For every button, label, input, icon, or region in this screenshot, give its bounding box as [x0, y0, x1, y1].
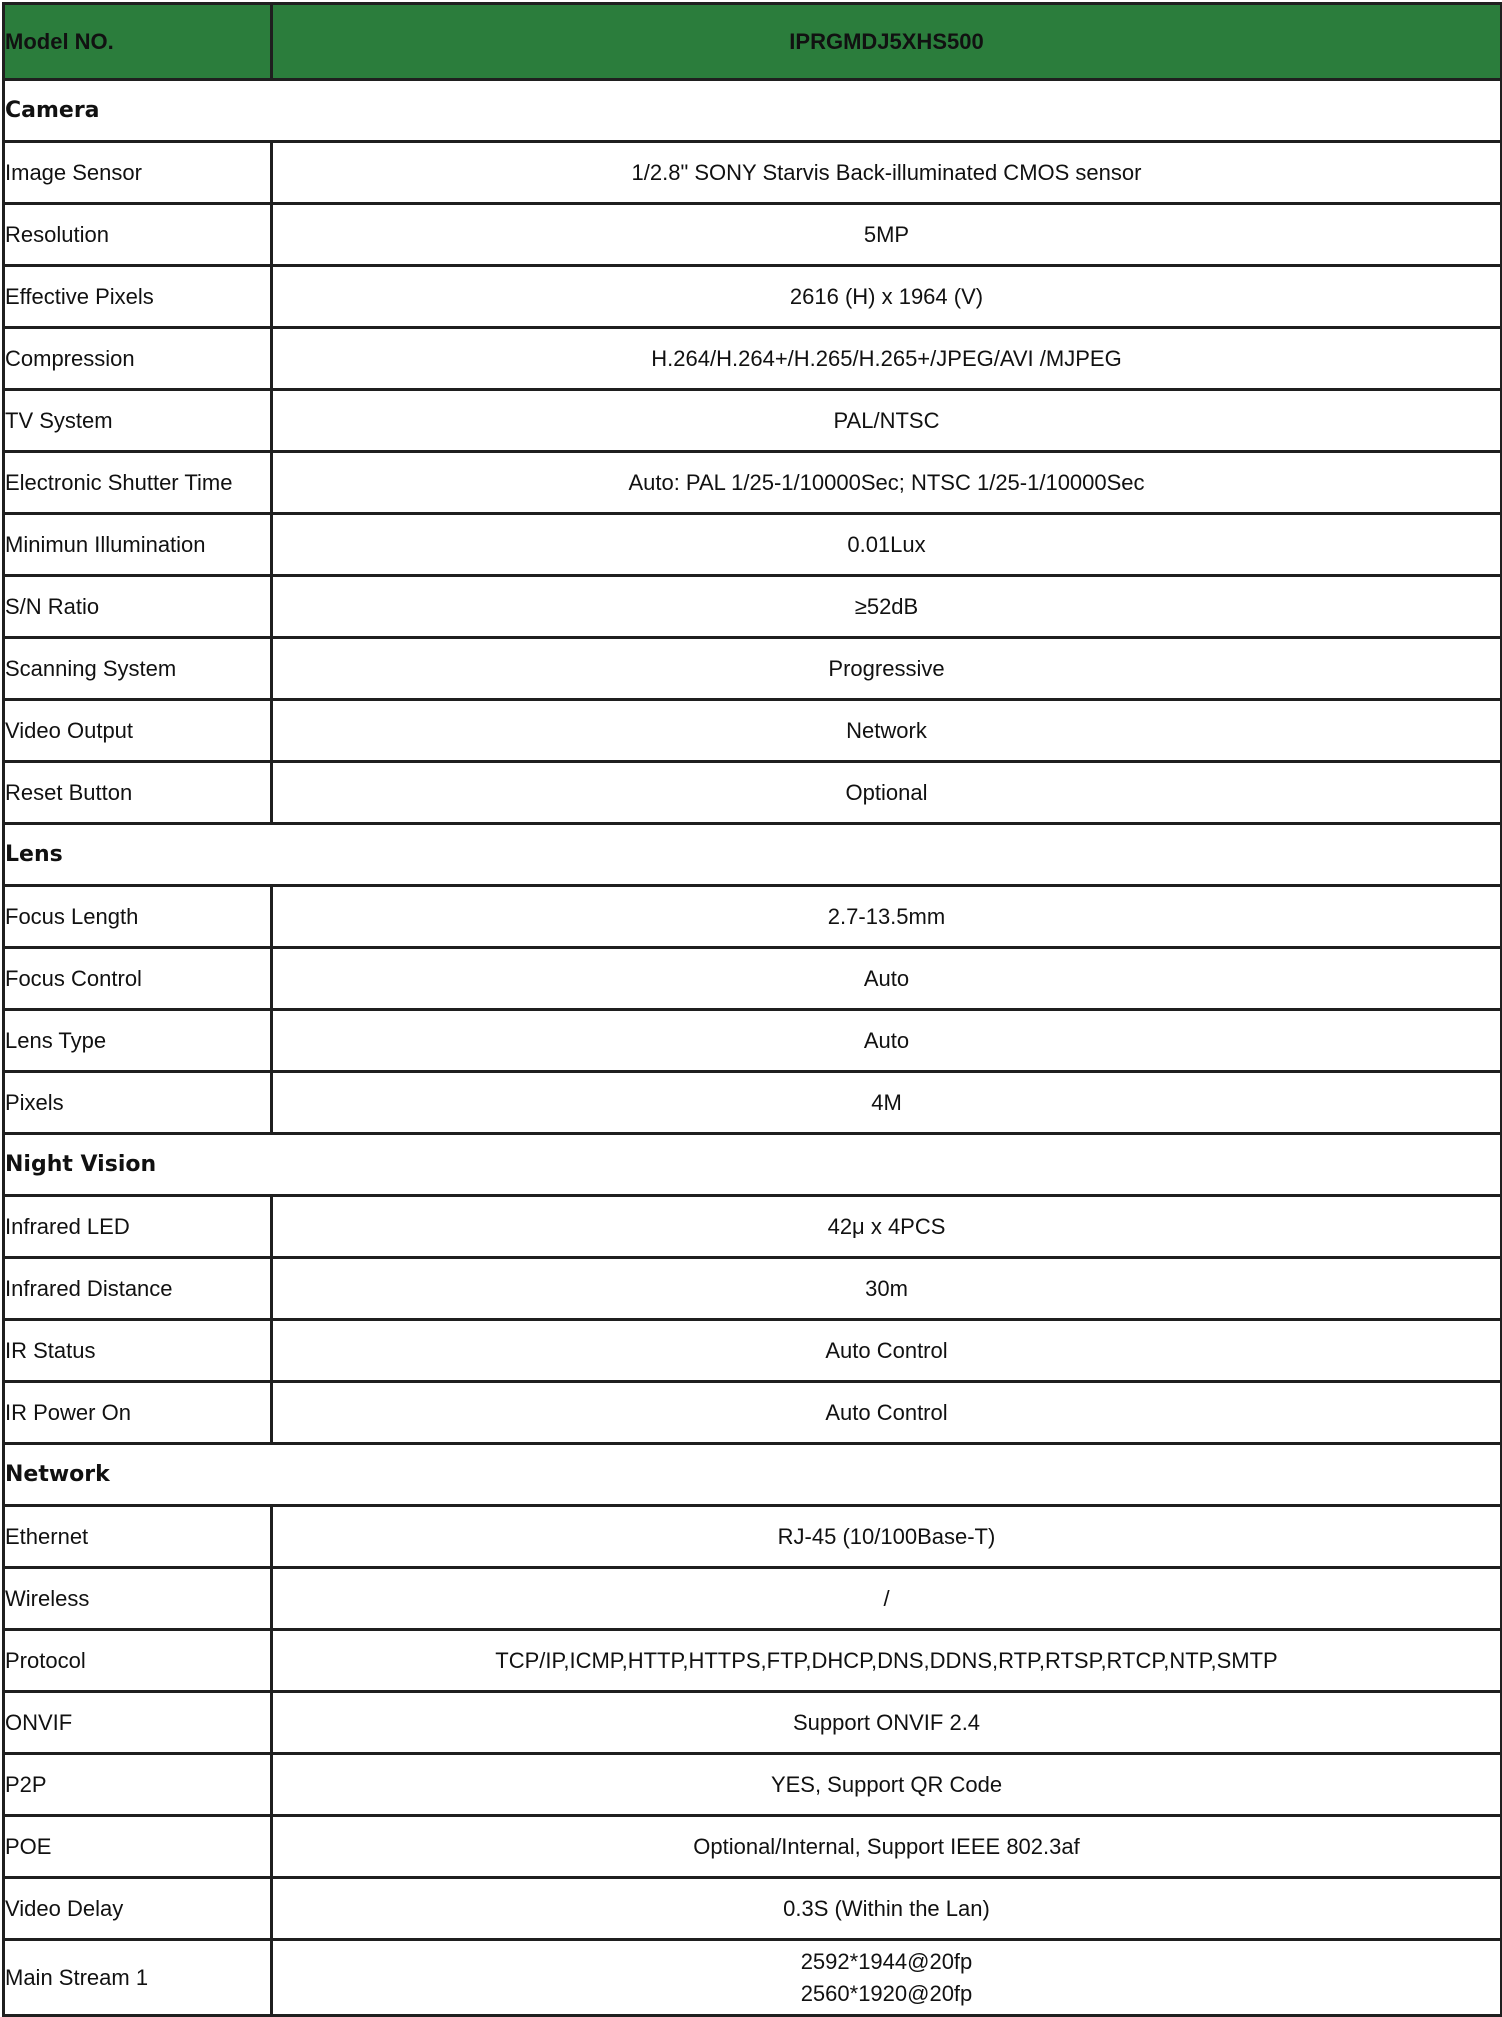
spec-row: [4, 514, 1502, 576]
spec-row: [4, 638, 1502, 700]
spec-value-line: 2592*1944@20fp: [800, 1948, 973, 1974]
spec-value: 2616 (H) x 1964 (V): [272, 266, 1502, 328]
spec-row: [4, 1196, 1502, 1258]
spec-value: 2.7-13.5mm: [272, 886, 1502, 948]
spec-label: Compression: [4, 328, 272, 390]
spec-value: Auto Control: [272, 1320, 1502, 1382]
spec-value: 30m: [272, 1258, 1502, 1320]
section-header-row: [4, 80, 1502, 142]
section-header-row: [4, 824, 1502, 886]
model-label: Model NO.: [4, 4, 272, 80]
spec-label: P2P: [4, 1754, 272, 1816]
spec-value: H.264/H.264+/H.265/H.265+/JPEG/AVI /MJPEG: [272, 328, 1502, 390]
spec-label: Main Stream 1: [4, 1940, 272, 2016]
spec-label: Wireless: [4, 1568, 272, 1630]
spec-row: [4, 1568, 1502, 1630]
spec-label: Effective Pixels: [4, 266, 272, 328]
spec-value: TCP/IP,ICMP,HTTP,HTTPS,FTP,DHCP,DNS,DDNS,RTP,RTSP,RTCP,NTP,SMTP: [272, 1630, 1502, 1692]
spec-row: [4, 1754, 1502, 1816]
spec-value: RJ-45 (10/100Base-T): [272, 1506, 1502, 1568]
spec-row: [4, 1878, 1502, 1940]
section-title: Camera: [4, 80, 1502, 142]
spec-row: [4, 1382, 1502, 1444]
spec-value: ≥52dB: [272, 576, 1502, 638]
spec-table: [2, 2, 1502, 2017]
section-title: Network: [4, 1444, 1502, 1506]
spec-value: YES, Support QR Code: [272, 1754, 1502, 1816]
spec-row: [4, 1320, 1502, 1382]
section-title: Night Vision: [4, 1134, 1502, 1196]
spec-row: [4, 700, 1502, 762]
model-header-row: [4, 4, 1502, 80]
spec-value: Optional/Internal, Support IEEE 802.3af: [272, 1816, 1502, 1878]
spec-label: Reset Button: [4, 762, 272, 824]
spec-row: [4, 1072, 1502, 1134]
spec-row: [4, 142, 1502, 204]
spec-row: [4, 328, 1502, 390]
spec-value: 42μ x 4PCS: [272, 1196, 1502, 1258]
spec-label: TV System: [4, 390, 272, 452]
spec-value: /: [272, 1568, 1502, 1630]
spec-value: Auto: PAL 1/25-1/10000Sec; NTSC 1/25-1/10000Sec: [272, 452, 1502, 514]
spec-row: [4, 1630, 1502, 1692]
spec-label: IR Power On: [4, 1382, 272, 1444]
model-value: IPRGMDJ5XHS500: [272, 4, 1502, 80]
spec-row: [4, 452, 1502, 514]
spec-row: [4, 1010, 1502, 1072]
spec-row: [4, 204, 1502, 266]
spec-label: Pixels: [4, 1072, 272, 1134]
spec-value: Progressive: [272, 638, 1502, 700]
spec-label: Video Delay: [4, 1878, 272, 1940]
spec-value: 0.01Lux: [272, 514, 1502, 576]
spec-row: [4, 948, 1502, 1010]
spec-label: Infrared LED: [4, 1196, 272, 1258]
spec-label: Infrared Distance: [4, 1258, 272, 1320]
spec-value: 0.3S (Within the Lan): [272, 1878, 1502, 1940]
spec-value: Network: [272, 700, 1502, 762]
spec-label: Scanning System: [4, 638, 272, 700]
spec-label: POE: [4, 1816, 272, 1878]
spec-label: Resolution: [4, 204, 272, 266]
spec-row: [4, 1940, 1502, 2016]
spec-row: [4, 1258, 1502, 1320]
spec-row: [4, 1506, 1502, 1568]
spec-row: [4, 762, 1502, 824]
section-header-row: [4, 1444, 1502, 1506]
spec-label: Lens Type: [4, 1010, 272, 1072]
spec-label: Image Sensor: [4, 142, 272, 204]
spec-label: Focus Control: [4, 948, 272, 1010]
spec-label: S/N Ratio: [4, 576, 272, 638]
spec-label: Minimun Illumination: [4, 514, 272, 576]
spec-row: [4, 576, 1502, 638]
spec-value-line: 2560*1920@20fp: [800, 1980, 973, 2006]
spec-label: Electronic Shutter Time: [4, 452, 272, 514]
spec-row: [4, 390, 1502, 452]
spec-label: Protocol: [4, 1630, 272, 1692]
spec-value: [272, 1940, 1502, 2016]
spec-row: [4, 1816, 1502, 1878]
spec-value: PAL/NTSC: [272, 390, 1502, 452]
spec-label: IR Status: [4, 1320, 272, 1382]
section-header-row: [4, 1134, 1502, 1196]
spec-value: Auto: [272, 1010, 1502, 1072]
spec-table-body: [4, 4, 1502, 2016]
spec-label: Video Output: [4, 700, 272, 762]
spec-row: [4, 1692, 1502, 1754]
spec-label: Ethernet: [4, 1506, 272, 1568]
spec-row: [4, 266, 1502, 328]
spec-label: ONVIF: [4, 1692, 272, 1754]
spec-label: Focus Length: [4, 886, 272, 948]
spec-value: 5MP: [272, 204, 1502, 266]
spec-value: 1/2.8" SONY Starvis Back-illuminated CMOS sensor: [272, 142, 1502, 204]
spec-value: 4M: [272, 1072, 1502, 1134]
spec-value: Optional: [272, 762, 1502, 824]
spec-row: [4, 886, 1502, 948]
spec-value: Auto: [272, 948, 1502, 1010]
spec-value: Auto Control: [272, 1382, 1502, 1444]
spec-value: Support ONVIF 2.4: [272, 1692, 1502, 1754]
section-title: Lens: [4, 824, 1502, 886]
